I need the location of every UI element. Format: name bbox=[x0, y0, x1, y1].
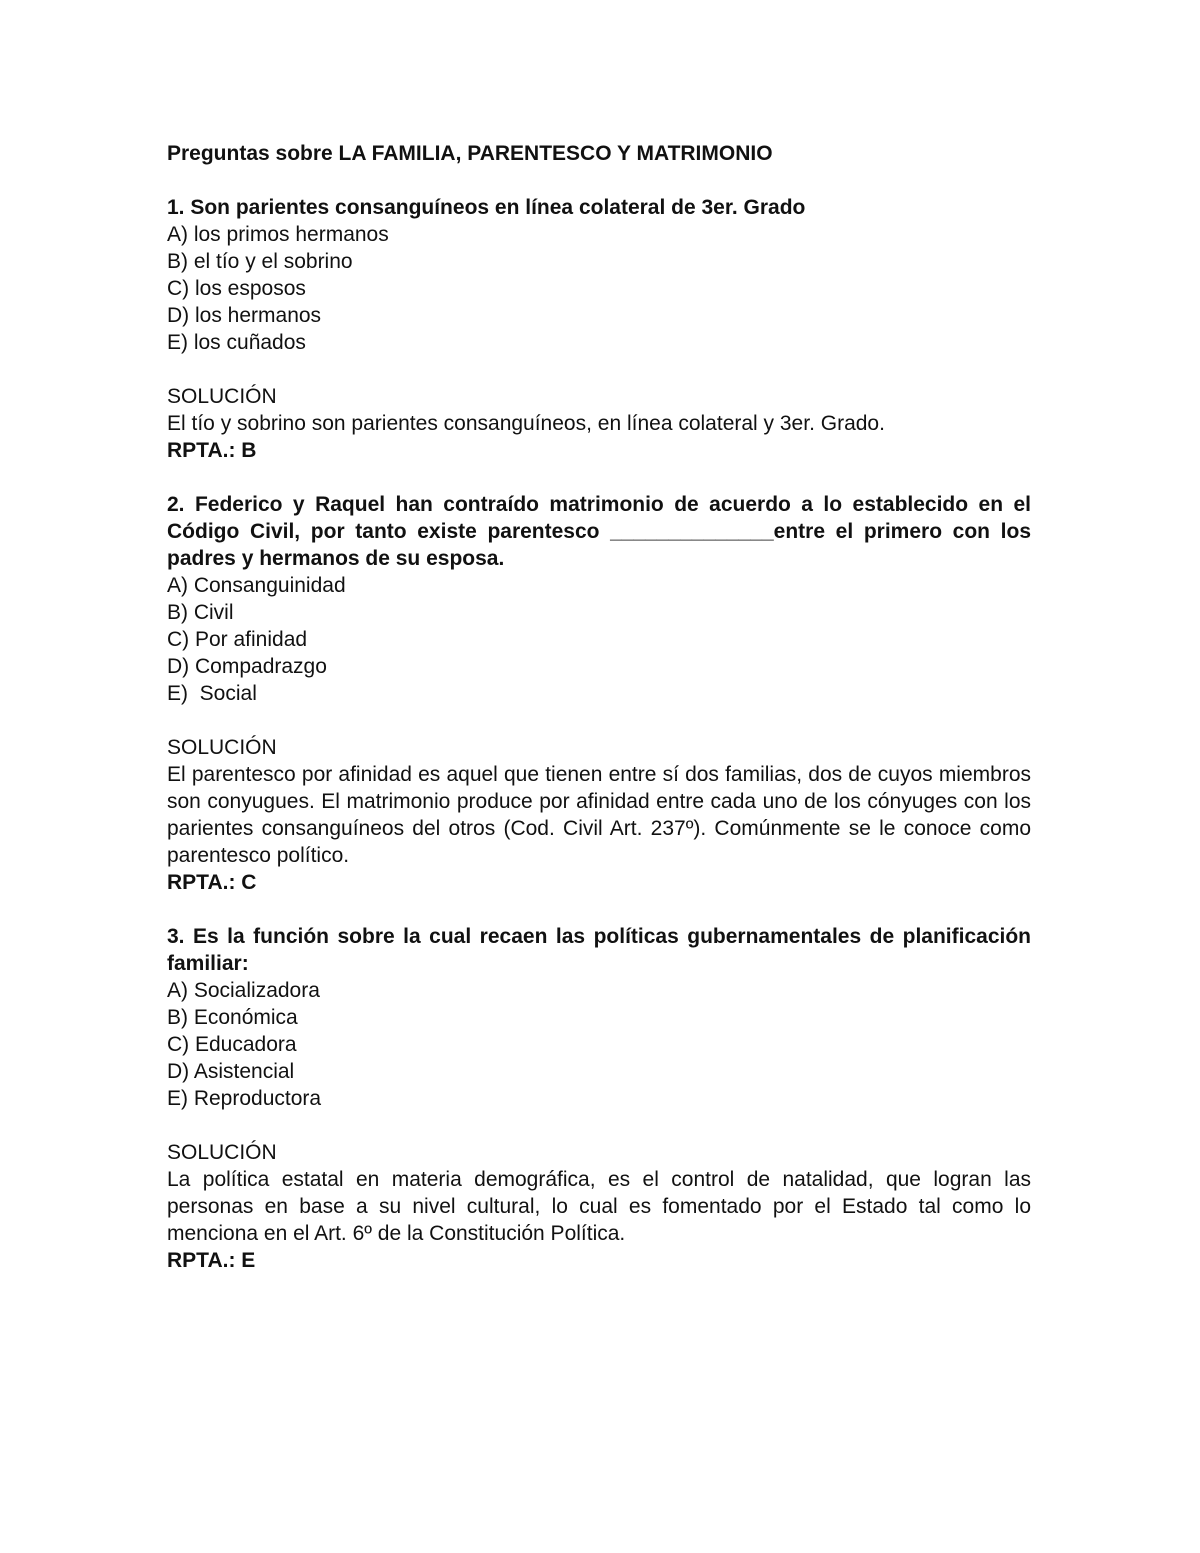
option-c: C) Educadora bbox=[167, 1033, 297, 1056]
question-stem: 1. Son parientes consanguíneos en línea colateral de 3er. Grado bbox=[167, 196, 806, 219]
option-c: C) Por afinidad bbox=[167, 628, 308, 651]
answer-label: RPTA.: C bbox=[167, 871, 257, 894]
document-title: Preguntas sobre LA FAMILIA, PARENTESCO Y MATRIMONIO bbox=[167, 142, 773, 165]
option-e: E) los cuñados bbox=[167, 331, 306, 354]
options-list bbox=[167, 572, 1031, 707]
option-b: B) Económica bbox=[167, 1006, 298, 1029]
answer-label: RPTA.: B bbox=[167, 439, 257, 462]
solution-heading: SOLUCIÓN bbox=[167, 385, 277, 408]
option-d: D) los hermanos bbox=[167, 304, 322, 327]
option-a: A) Consanguinidad bbox=[167, 574, 346, 597]
option-d: D) Compadrazgo bbox=[167, 655, 327, 678]
options-list bbox=[167, 221, 1031, 356]
answer-label: RPTA.: E bbox=[167, 1249, 256, 1272]
document-page bbox=[167, 140, 1031, 1301]
option-b: B) Civil bbox=[167, 601, 234, 624]
option-a: A) los primos hermanos bbox=[167, 223, 389, 246]
option-c: C) los esposos bbox=[167, 277, 306, 300]
solution-heading: SOLUCIÓN bbox=[167, 736, 277, 759]
solution-text: La política estatal en materia demográfica, es el control de natalidad, que logran las personas en base a su nivel cultural, lo cual es fomentado por el Estado tal como lo menciona en el Art. 6º de la Constitución Política. bbox=[167, 1168, 1031, 1245]
question-2 bbox=[167, 491, 1031, 896]
option-e: E) Reproductora bbox=[167, 1087, 322, 1110]
solution-text: El parentesco por afinidad es aquel que tienen entre sí dos familias, dos de cuyos miembros son conyugues. El matrimonio produce por afinidad entre cada uno de los cónyuges con los parientes consanguíneos del otros (Cod. Civil Art. 237º). Comúnmente se le conoce como parentesco político. bbox=[167, 763, 1031, 867]
option-d: D) Asistencial bbox=[167, 1060, 295, 1083]
question-1 bbox=[167, 194, 1031, 464]
question-3 bbox=[167, 923, 1031, 1274]
solution-heading: SOLUCIÓN bbox=[167, 1141, 277, 1164]
question-stem: 3. Es la función sobre la cual recaen las políticas gubernamentales de planificación familiar: bbox=[167, 925, 1031, 975]
options-list bbox=[167, 977, 1031, 1112]
option-a: A) Socializadora bbox=[167, 979, 320, 1002]
option-e: E) Social bbox=[167, 682, 257, 705]
question-stem: 2. Federico y Raquel han contraído matrimonio de acuerdo a lo establecido en el Código Civil, por tanto existe parentesco ______________entre el primero con los padres y hermanos de su esposa. bbox=[167, 493, 1031, 570]
solution-text: El tío y sobrino son parientes consanguíneos, en línea colateral y 3er. Grado. bbox=[167, 412, 885, 435]
option-b: B) el tío y el sobrino bbox=[167, 250, 353, 273]
